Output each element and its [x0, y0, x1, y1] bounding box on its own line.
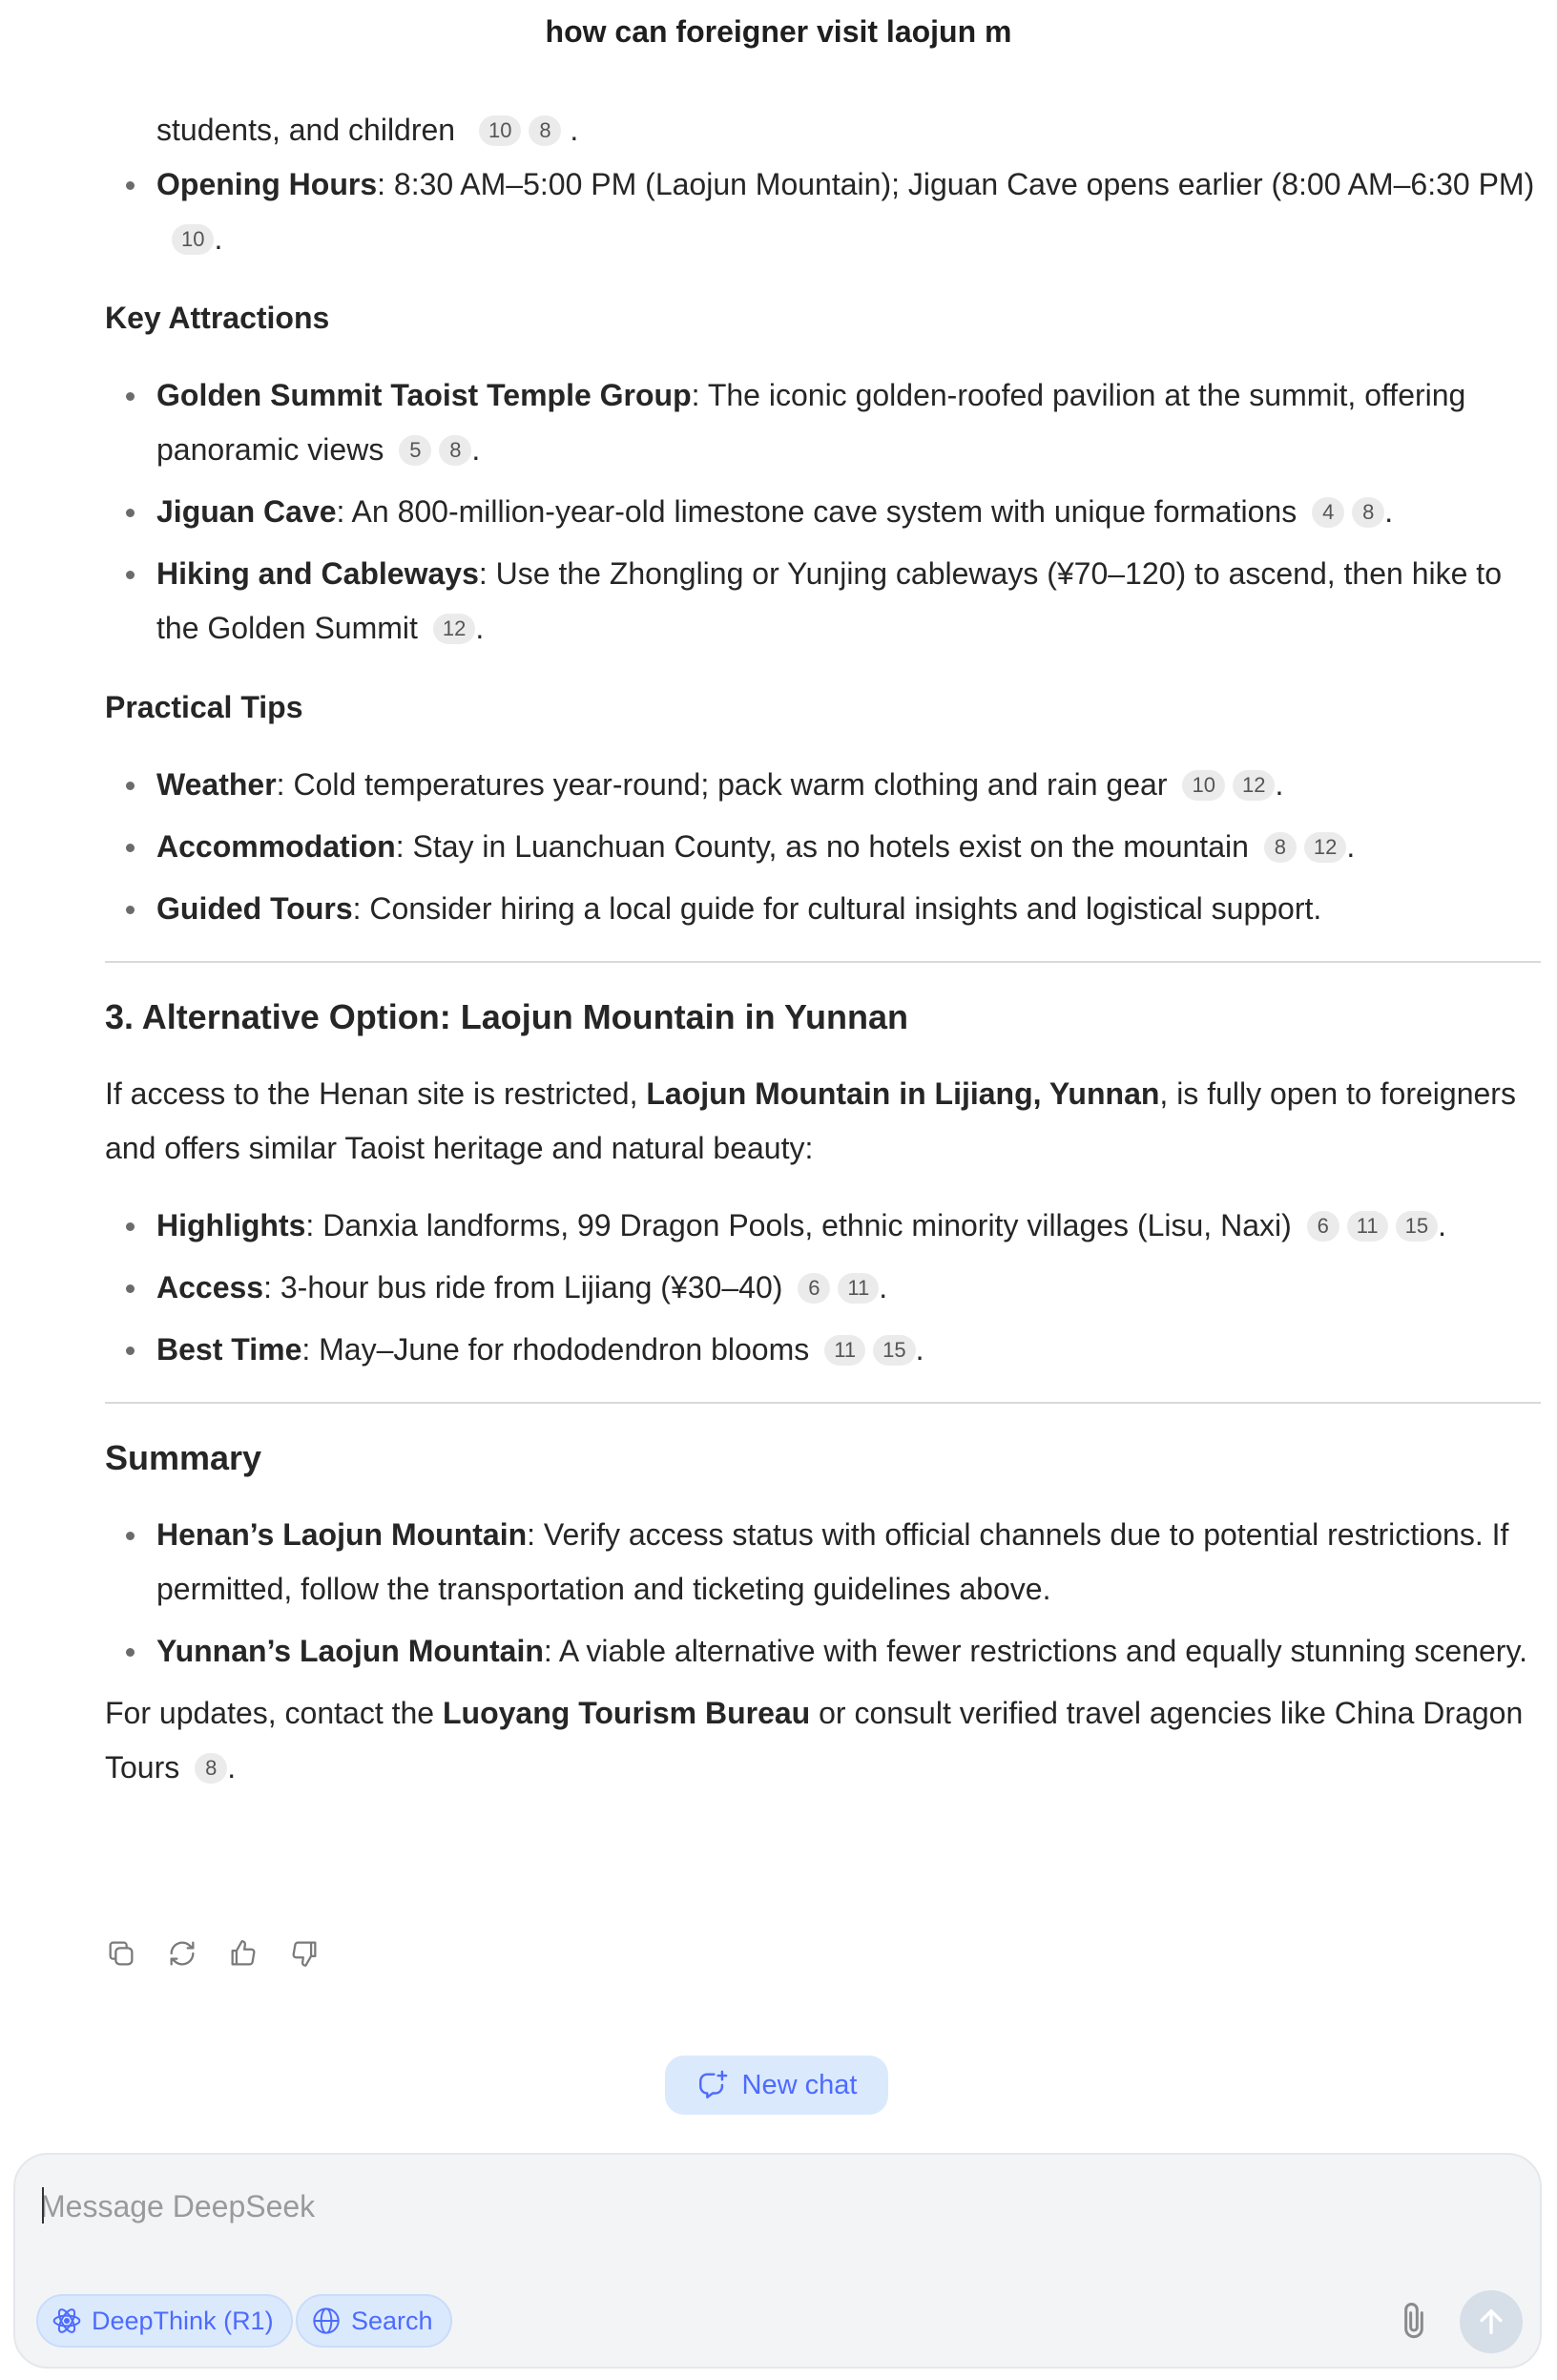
citation-badge[interactable]: 15 — [873, 1335, 915, 1366]
citation-badge[interactable]: 4 — [1312, 497, 1344, 528]
citation-badge[interactable]: 11 — [1347, 1211, 1388, 1242]
citation-badge[interactable]: 5 — [399, 435, 431, 466]
list-item-title: Hiking and Cableways — [156, 556, 479, 591]
list-item: Jiguan Cave: An 800-million-year-old limestone cave system with unique formations 4 8 . — [105, 485, 1541, 539]
ticket-list — [105, 157, 1541, 266]
text-caret — [42, 2187, 44, 2223]
list-item-text: students, and children — [156, 113, 456, 147]
thumbs-up-icon — [227, 1937, 260, 1970]
copy-icon — [105, 1937, 137, 1970]
citation-badge[interactable]: 10 — [1182, 770, 1224, 801]
list-item: Weather: Cold temperatures year-round; pack warm clothing and rain gear 10 12 . — [105, 758, 1541, 812]
list-item: Opening Hours: 8:30 AM–5:00 PM (Laojun Mountain); Jiguan Cave opens earlier (8:00 AM–6:30 PM)10 . — [105, 157, 1541, 266]
list-item-text: : 3-hour bus ride from Lijiang (¥30–40) — [263, 1270, 783, 1305]
list-item-title: Opening Hours — [156, 167, 378, 201]
message-input[interactable] — [40, 2178, 1471, 2235]
citation-badge[interactable]: 8 — [439, 435, 471, 466]
list-item-title: Highlights — [156, 1208, 306, 1242]
list-item-title: Guided Tours — [156, 891, 353, 926]
thumbs-up-button[interactable] — [227, 1937, 260, 1970]
new-chat-icon — [696, 2069, 729, 2101]
copy-button[interactable] — [105, 1937, 137, 1970]
list-item-title: Weather — [156, 767, 277, 802]
list-item — [105, 1508, 1541, 1617]
list-item-text: : May–June for rhododendron blooms — [301, 1332, 810, 1367]
citation-badge[interactable]: 10 — [172, 224, 214, 255]
list-item-text: : 8:30 AM–5:00 PM (Laojun Mountain); Jiguan Cave opens earlier (8:00 AM–6:30 PM) — [377, 167, 1535, 201]
citation-group — [179, 1750, 227, 1785]
deepthink-toggle[interactable] — [36, 2294, 293, 2348]
arrow-up-icon — [1475, 2306, 1507, 2338]
thumbs-down-icon — [288, 1937, 321, 1970]
paperclip-icon — [1395, 2300, 1433, 2342]
section-heading-practical-tips: Practical Tips — [105, 690, 303, 724]
list-item-text: : Consider hiring a local guide for cultural insights and logistical support. — [352, 891, 1322, 926]
alternative-intro: If access to the Henan site is restricted, Laojun Mountain in Lijiang, Yunnan, is fully open to foreigners and offers similar Taoist heritage and natural beauty: — [105, 1076, 1516, 1165]
citation-badge[interactable]: 12 — [1233, 770, 1275, 801]
section-heading-alternative: 3. Alternative Option: Laojun Mountain in Yunnan — [105, 997, 909, 1036]
deepthink-label: DeepThink (R1) — [92, 2306, 274, 2335]
assistant-message — [105, 95, 1541, 1818]
divider — [105, 1402, 1541, 1404]
practical-tips-list — [105, 758, 1541, 936]
citation-badge[interactable]: 11 — [838, 1273, 879, 1304]
thumbs-down-button[interactable] — [288, 1937, 321, 1970]
citation-badge[interactable]: 8 — [1352, 497, 1384, 528]
conversation-title-bar — [0, 0, 1557, 95]
new-chat-label: New chat — [741, 2069, 858, 2100]
attach-button[interactable] — [1389, 2296, 1439, 2346]
citation-badge[interactable]: 6 — [1307, 1211, 1339, 1242]
summary-footer: For updates, contact the Luoyang Tourism Bureau or consult verified travel agencies like China Dragon Tours 8 . — [105, 1696, 1524, 1785]
send-button[interactable] — [1460, 2290, 1523, 2353]
list-item: Accommodation: Stay in Luanchuan County, as no hotels exist on the mountain 8 12 . — [105, 820, 1541, 874]
list-item-title: Jiguan Cave — [156, 494, 337, 529]
message-actions — [105, 1937, 321, 1970]
new-chat-button[interactable] — [665, 2056, 888, 2115]
list-item-text: : A viable alternative with fewer restrictions and equally stunning scenery. — [543, 1634, 1527, 1668]
list-item-text: : An 800-million-year-old limestone cave system with unique formations — [336, 494, 1298, 529]
citation-badge[interactable]: 6 — [798, 1273, 830, 1304]
citation-badge[interactable]: 10 — [479, 115, 521, 146]
list-item-text: : The iconic golden-roofed pavilion at the summit, offering panoramic views — [156, 378, 1466, 467]
citation-badge[interactable]: 12 — [433, 614, 475, 644]
list-item-title: Yunnan’s Laojun Mountain — [156, 1634, 544, 1668]
conversation-title: how can foreigner visit laojun m — [545, 13, 1012, 49]
list-item-title: Golden Summit Taoist Temple Group — [156, 378, 692, 412]
list-item: Hiking and Cableways: Use the Zhongling or Yunjing cableways (¥70–120) to ascend, then hike to the Golden Summit 12 . — [105, 547, 1541, 656]
list-item-text: : Danxia landforms, 99 Dragon Pools, ethnic minority villages (Lisu, Naxi) — [305, 1208, 1292, 1242]
message-composer — [13, 2153, 1542, 2369]
search-toggle[interactable] — [296, 2294, 452, 2348]
section-heading-summary: Summary — [105, 1438, 262, 1477]
atom-icon — [52, 2306, 82, 2336]
list-item-title: Henan’s Laojun Mountain — [156, 1517, 528, 1552]
alternative-list — [105, 1199, 1541, 1377]
list-item: Access: 3-hour bus ride from Lijiang (¥30–40) 6 11 . — [105, 1261, 1541, 1315]
list-item-text: : Use the Zhongling or Yunjing cableways (¥70–120) to ascend, then hike to the Golden Summit — [156, 556, 1502, 645]
list-item-title: Access — [156, 1270, 264, 1305]
list-item-text: : Cold temperatures year-round; pack warm clothing and rain gear — [276, 767, 1168, 802]
list-item — [105, 882, 1541, 936]
list-item: Golden Summit Taoist Temple Group: The iconic golden-roofed pavilion at the summit, offering panoramic views 5 8 . — [105, 368, 1541, 477]
summary-list — [105, 1508, 1541, 1679]
citation-badge[interactable]: 11 — [824, 1335, 865, 1366]
divider — [105, 961, 1541, 963]
citation-badge[interactable]: 15 — [1396, 1211, 1438, 1242]
regenerate-button[interactable] — [166, 1937, 198, 1970]
list-item-title: Accommodation — [156, 829, 396, 864]
list-item — [105, 1624, 1541, 1679]
list-item-text: : Stay in Luanchuan County, as no hotels exist on the mountain — [395, 829, 1249, 864]
regenerate-icon — [166, 1937, 198, 1970]
search-label: Search — [351, 2306, 433, 2335]
list-item-title: Best Time — [156, 1332, 302, 1367]
citation-badge[interactable]: 8 — [1264, 832, 1297, 863]
list-item-continuation: students, and children 10 8 . — [156, 113, 579, 147]
list-item: Best Time: May–June for rhododendron blooms 11 15 . — [105, 1323, 1541, 1377]
citation-group — [464, 113, 561, 147]
key-attractions-list — [105, 368, 1541, 656]
citation-badge[interactable]: 8 — [529, 115, 561, 146]
globe-icon — [311, 2306, 342, 2336]
list-item-text: : Verify access status with official channels due to potential restrictions. If permitted, follow the transportation and ticketing guidelines above. — [156, 1517, 1509, 1606]
citation-badge[interactable]: 12 — [1304, 832, 1346, 863]
list-item: Highlights: Danxia landforms, 99 Dragon Pools, ethnic minority villages (Lisu, Naxi) 6 11 15 . — [105, 1199, 1541, 1253]
citation-badge[interactable]: 8 — [195, 1753, 227, 1784]
section-heading-key-attractions: Key Attractions — [105, 301, 330, 335]
